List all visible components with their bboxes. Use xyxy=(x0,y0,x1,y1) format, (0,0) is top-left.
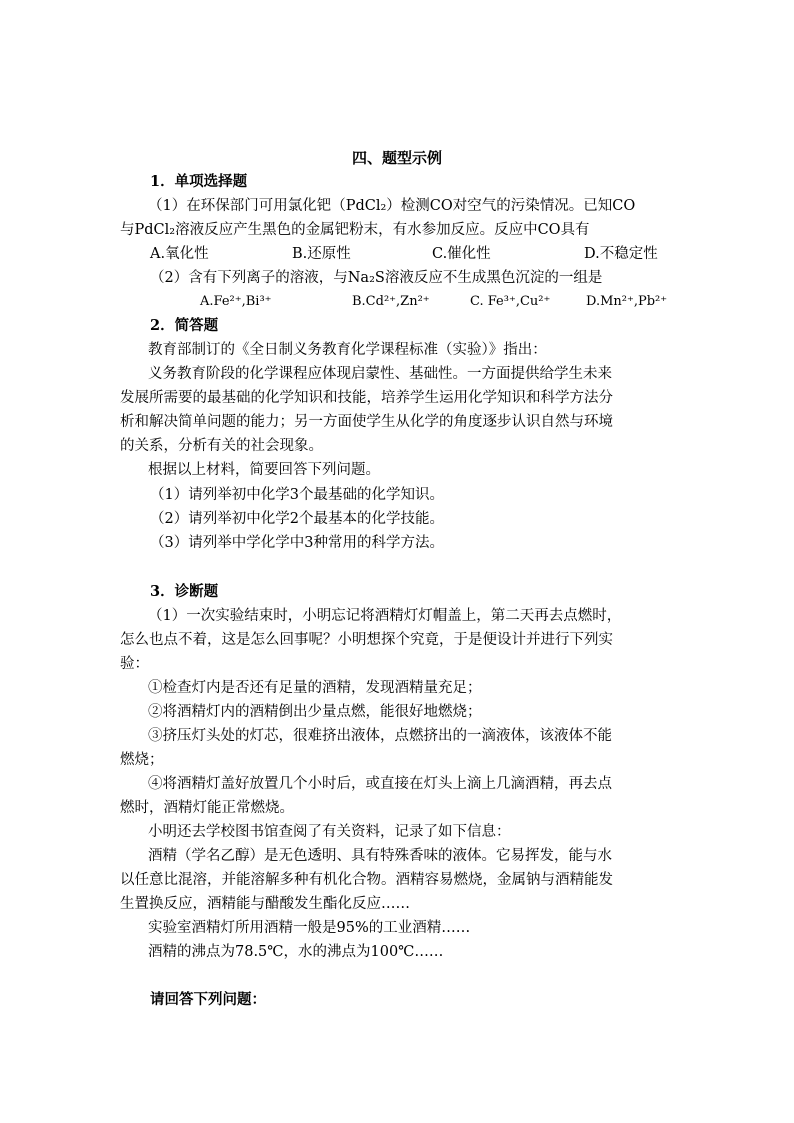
s3-info-line-2: 以任意比混溶，并能溶解多种有机化合物。酒精容易燃烧，金属钠与酒精能发 xyxy=(120,872,613,888)
s2-para-line-4: 的关系，分析有关的社会现象。 xyxy=(120,438,323,454)
q2-option-b: B.Cd²⁺,Zn²⁺ xyxy=(352,294,430,309)
s3-info-intro: 小明还去学校图书馆查阅了有关资料，记录了如下信息： xyxy=(148,824,511,840)
q2-stem-post: 溶液反应不生成黑色沉淀的一组是 xyxy=(384,270,603,286)
s3-story-line-3: 验： xyxy=(120,656,149,672)
s2-para-line-3: 析和解决简单问题的能力；另一方面使学生从化学的角度逐步认识自然与环境 xyxy=(120,414,613,430)
s3-story-line-2: 怎么也点不着，这是怎么回事呢？小明想探个究竟，于是便设计并进行下列实 xyxy=(120,632,613,648)
s2-question-3: （3）请列举中学化学中3种常用的科学方法。 xyxy=(150,535,444,551)
q1-option-d: D.不稳定性 xyxy=(584,246,658,262)
q2-stem-chem: Na₂S xyxy=(347,270,385,286)
s2-question-2: （2）请列举初中化学2个最基本的化学技能。 xyxy=(150,511,444,527)
section-1-title: 1．单项选择题 xyxy=(150,173,248,190)
s3-boiling-note: 酒精的沸点为78.5℃，水的沸点为100℃…… xyxy=(148,944,444,960)
section-2-title: 2．简答题 xyxy=(150,317,219,334)
s3-step-3: ③挤压灯头处的灯芯，很难挤出液体，点燃挤出的一滴液体，该液体不能 xyxy=(148,728,612,744)
section-3-title: 3．诊断题 xyxy=(150,583,219,600)
q1-option-a: A.氧化性 xyxy=(150,246,209,262)
s3-story-line-1: （1）一次实验结束时，小明忘记将酒精灯灯帽盖上，第二天再去点燃时， xyxy=(148,608,622,624)
s3-step-1: ①检查灯内是否还有足量的酒精，发现酒精量充足； xyxy=(148,680,482,696)
s3-info-line-1: 酒精（学名乙醇）是无色透明、具有特殊香味的液体。它易挥发，能与水 xyxy=(148,848,612,864)
s3-step-4-cont: 燃时，酒精灯能正常燃烧。 xyxy=(120,800,294,816)
s3-step-2: ②将酒精灯内的酒精倒出少量点燃，能很好地燃烧； xyxy=(148,704,482,720)
s3-lab-note: 实验室酒精灯所用酒精一般是95%的工业酒精…… xyxy=(148,920,471,936)
q1-line-2: 与PdCl₂溶液反应产生黑色的金属钯粉末，有水参加反应。反应中CO具有 xyxy=(120,222,590,238)
s3-step-4: ④将酒精灯盖好放置几个小时后，或直接在灯头上滴上几滴酒精，再去点 xyxy=(148,776,612,792)
s2-para-line-2: 发展所需要的最基础的化学知识和技能，培养学生运用化学知识和科学方法分 xyxy=(120,390,613,406)
q2-option-a: A.Fe²⁺,Bi³⁺ xyxy=(200,294,272,309)
s2-para-line-1: 义务教育阶段的化学课程应体现启蒙性、基础性。一方面提供给学生未来 xyxy=(148,366,612,382)
s2-question-1: （1）请列举初中化学3个最基础的化学知识。 xyxy=(150,487,444,503)
s2-prompt: 根据以上材料，简要回答下列问题。 xyxy=(148,462,380,478)
q1-option-b: B.还原性 xyxy=(292,246,351,262)
s3-info-line-3: 生置换反应，酒精能与醋酸发生酯化反应…… xyxy=(120,896,410,912)
s2-intro: 教育部制订的《全日制义务教育化学课程标准（实验）》指出： xyxy=(148,342,547,358)
q2-stem xyxy=(150,268,602,288)
s3-ask: 请回答下列问题： xyxy=(150,991,266,1008)
q1-line-1: （1）在环保部门可用氯化钯（PdCl₂）检测CO对空气的污染情况。已知CO xyxy=(148,198,636,214)
q2-option-d: D.Mn²⁺,Pb²⁺ xyxy=(586,294,668,309)
q2-option-c: C. Fe³⁺,Cu²⁺ xyxy=(470,294,551,309)
page-heading: 四、题型示例 xyxy=(352,149,443,167)
q1-option-c: C.催化性 xyxy=(432,246,491,262)
s3-step-3-cont: 燃烧； xyxy=(120,752,164,768)
q2-stem-pre: （2）含有下列离子的溶液，与 xyxy=(150,270,348,286)
